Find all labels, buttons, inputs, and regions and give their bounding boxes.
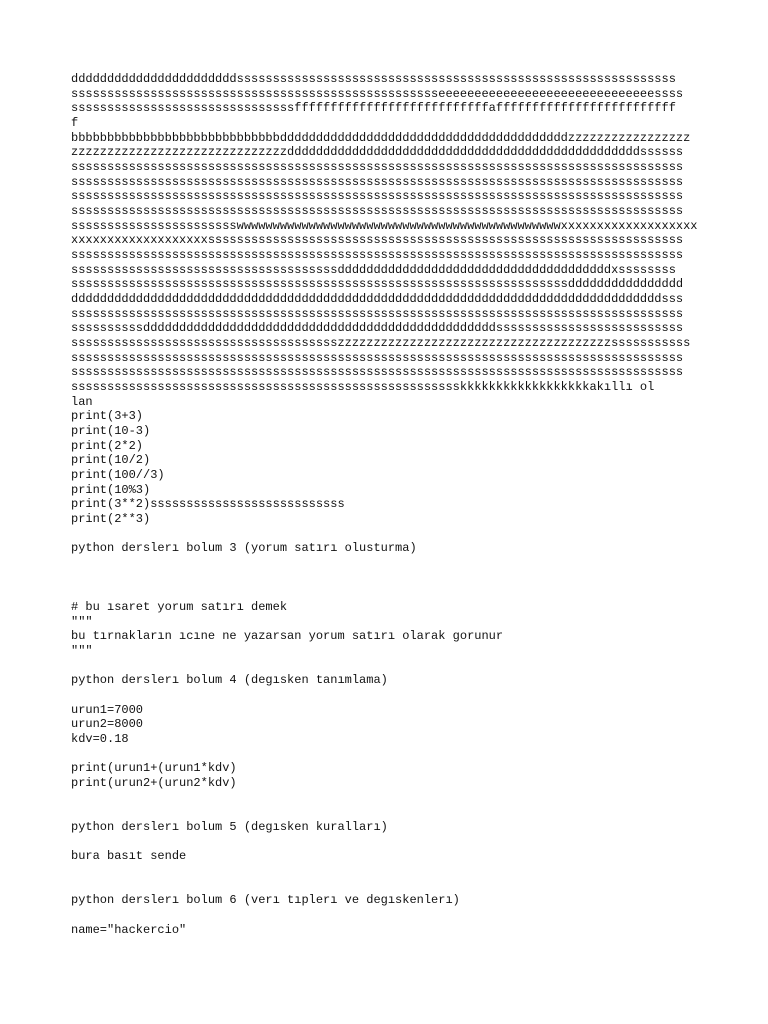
document-line [71, 556, 711, 571]
document-line: bura basıt sende [71, 849, 187, 864]
document-line: dddddddddddddddddddddddsssssssssssssssssssssssssssssssssssssssssssssssssssssssssssss [71, 72, 676, 86]
document-line [71, 835, 711, 850]
document-line [71, 747, 711, 762]
document-line [71, 879, 711, 894]
document-line: print(urun2+(urun2*kdv) [71, 776, 237, 791]
document-text [71, 72, 711, 937]
document-line: sssssssssssssssssssssssssssssssssssssssssssssssssssssssssssssssssssssssssssssssssssss [71, 189, 684, 204]
document-line: sssssssssssssssssssssssssssssssssssssssssssssssssssssskkkkkkkkkkkkkkkkkkakıllı ol [71, 380, 655, 395]
document-line: ssssssssssdddddddddddddddddddddddddddddddddddddddddddddddddssssssssssssssssssssssssss [71, 321, 684, 336]
document-page [71, 72, 711, 937]
document-line: ddddddddddddddddddddddddddddddddddddddddddddddddddddddddddddddddddddddddddddddddddsss [71, 292, 684, 307]
document-line: sssssssssssssssssssssssssssssssfffffffffffffffffffffffffffafffffffffffffffffffffffff [71, 101, 676, 116]
document-line: python derslerı bolum 6 (verı tıplerı ve degıskenlerı) [71, 893, 460, 908]
document-line [71, 571, 711, 586]
document-line: ssssssssssssssssssssssssssssssssssssszzzzzzzzzzzzzzzzzzzzzzzzzzzzzzzzzzzzzzsssssssssss [71, 336, 691, 351]
document-line [71, 805, 711, 820]
document-line [71, 585, 711, 600]
document-line: zzzzzzzzzzzzzzzzzzzzzzzzzzzzzzdddddddddddddddddddddddddddddddddddddddddddddddddssssss [71, 145, 684, 160]
document-line: print(10%3) [71, 482, 151, 497]
document-line: bbbbbbbbbbbbbbbbbbbbbbbbbbbbbddddddddddddddddddddddddddddddddddddddddzzzzzzzzzzzzzzzzz [71, 130, 691, 145]
document-line: f [71, 116, 79, 131]
document-line: ssssssssssssssssssssssssssssssssssssssssssssssssssseeeeeeeeeeeeeeeeeeeeeeeeeeeeeessss [71, 86, 684, 101]
document-line: # bu ısaret yorum satırı demek [71, 600, 288, 615]
document-line: sssssssssssssssssssssssssssssssssssssssssssssssssssssssssssssssssssssssssssssssssssss [71, 306, 684, 321]
document-line: print(100//3) [71, 468, 165, 483]
document-line: print(3+3) [71, 409, 144, 424]
document-line: sssssssssssssssssssssssssssssssssssssssssssssssssssssssssssssssssssssssssssssssssssss [71, 365, 684, 380]
document-line: sssssssssssssssssssssssssssssssssssssssssssssssssssssssssssssssssssssssssssssssssssss [71, 174, 684, 189]
document-line: sssssssssssssssssssssssssssssssssssssssssssssssssssssssssssssssssssssdddddddddddddddd [71, 277, 684, 292]
document-line: python derslerı bolum 5 (degısken kuralları) [71, 820, 388, 835]
document-line [71, 659, 711, 674]
document-line: sssssssssssssssssssssssssssssssssssssssssssssssssssssssssssssssssssssssssssssssssssss [71, 160, 684, 175]
document-line: print(urun1+(urun1*kdv) [71, 761, 237, 776]
document-line: print(2*2) [71, 438, 144, 453]
document-line: sssssssssssssssssssssssssssssssssssssssssssssssssssssssssssssssssssssssssssssssssssss [71, 248, 684, 263]
document-line: """ [71, 644, 93, 659]
document-line [71, 908, 711, 923]
document-line: print(2**3) [71, 512, 151, 527]
document-line [71, 527, 711, 542]
document-line: python derslerı bolum 3 (yorum satırı olusturma) [71, 541, 417, 556]
document-line: sssssssssssssssssssssssssssssssssssssssssssssssssssssssssssssssssssssssssssssssssssss [71, 204, 684, 219]
document-line: urun1=7000 [71, 702, 144, 717]
document-line: xxxxxxxxxxxxxxxxxxxssssssssssssssssssssssssssssssssssssssssssssssssssssssssssssssssss [71, 233, 684, 248]
document-line: urun2=8000 [71, 717, 144, 732]
document-line: sssssssssssssssssssssssssssssssssssssddddddddddddddddddddddddddddddddddddddxssssssss [71, 262, 676, 277]
document-line [71, 864, 711, 879]
document-line: print(3**2)sssssssssssssssssssssssssss [71, 497, 345, 512]
document-line: bu tırnakların ıcıne ne yazarsan yorum satırı olarak gorunur [71, 629, 504, 644]
document-line [71, 688, 711, 703]
document-line: print(10/2) [71, 453, 151, 468]
document-line: print(10-3) [71, 424, 151, 439]
document-line: name="hackercio" [71, 922, 187, 937]
document-line: kdv=0.18 [71, 732, 129, 747]
document-line: lan [71, 394, 93, 409]
document-line: sssssssssssssssssssssssssssssssssssssssssssssssssssssssssssssssssssssssssssssssssssss [71, 350, 684, 365]
document-line [71, 791, 711, 806]
document-line: """ [71, 614, 93, 629]
document-line: ssssssssssssssssssssssswwwwwwwwwwwwwwwwwwwwwwwwwwwwwwwwwwwwwwwwwwwwwxxxxxxxxxxxxxxxxxxx [71, 218, 698, 233]
document-line: python derslerı bolum 4 (degısken tanımlama) [71, 673, 388, 688]
